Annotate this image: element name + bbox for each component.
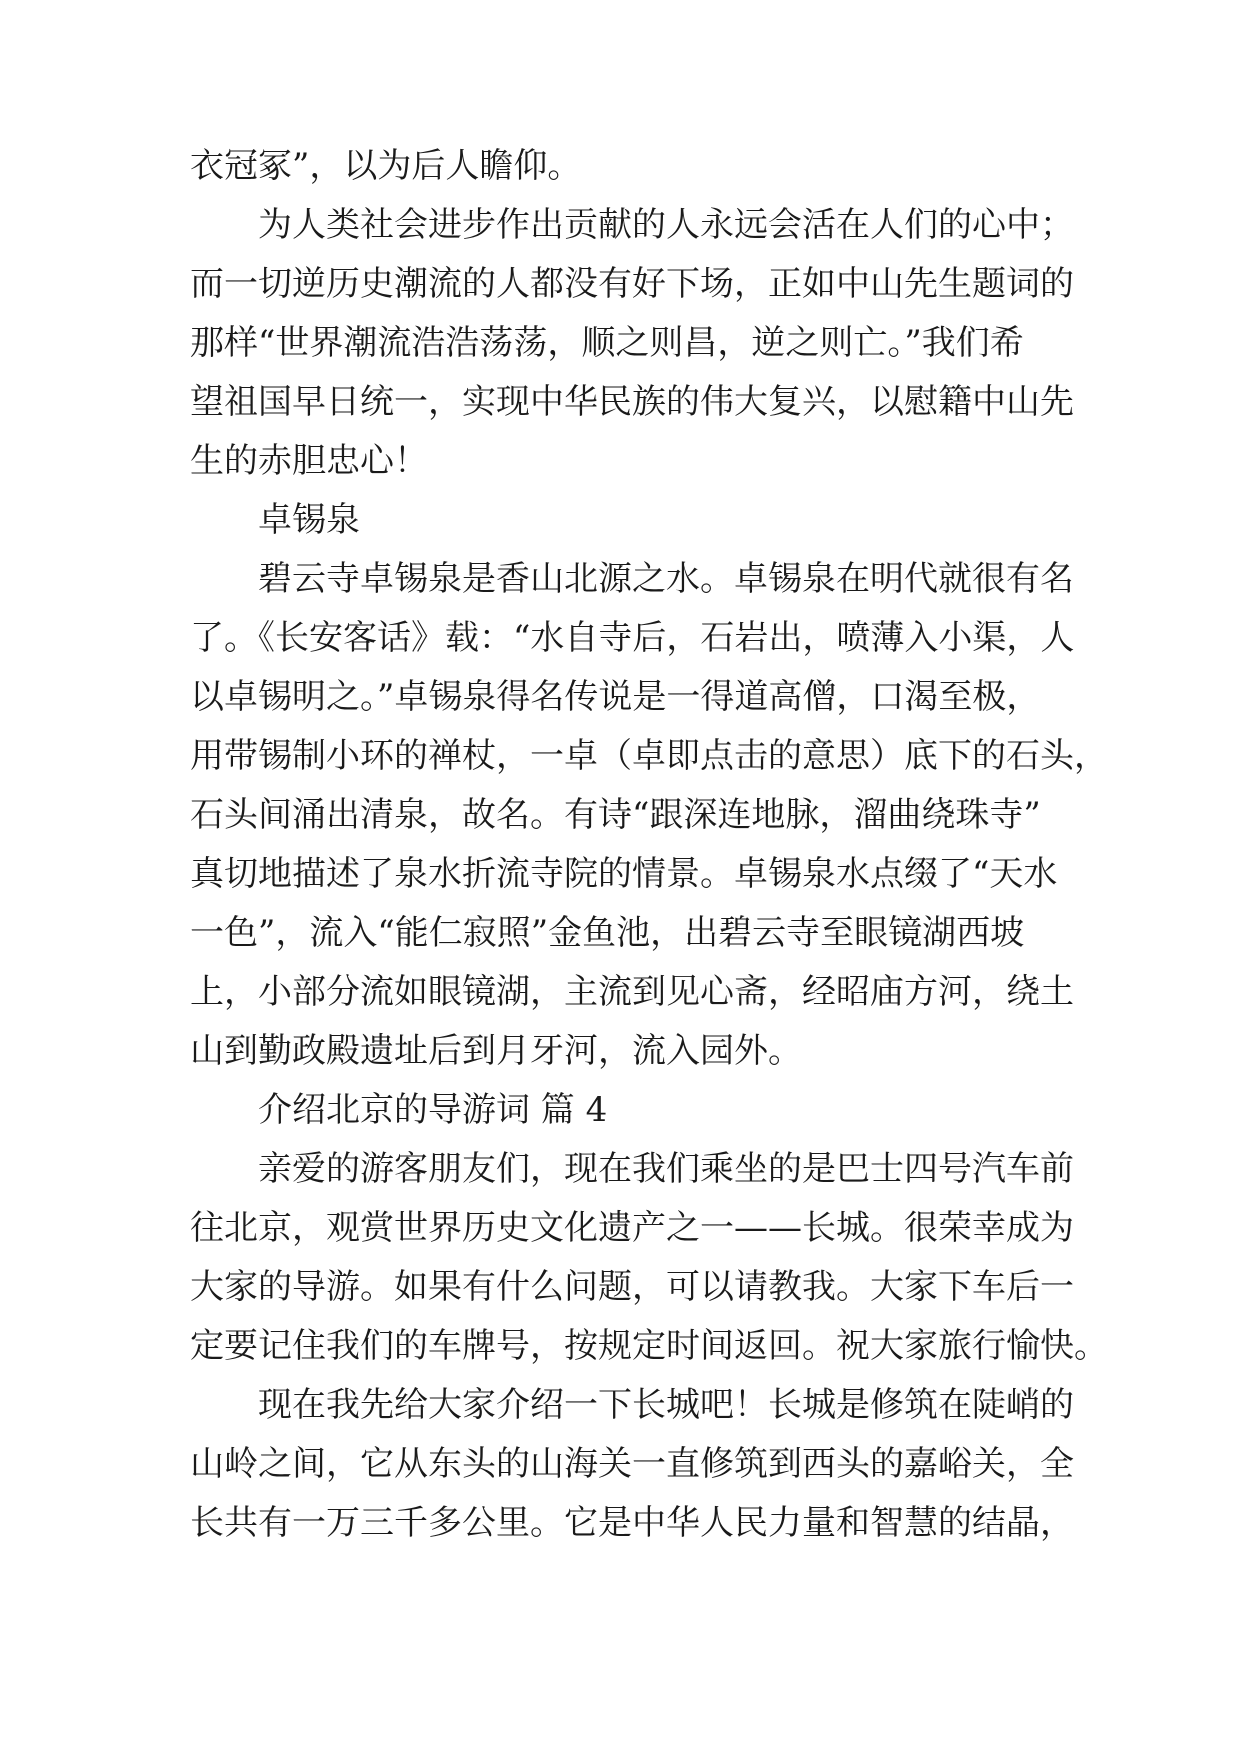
text-line: 真切地描述了泉水折流寺院的情景。卓锡泉水点缀了“天水 xyxy=(190,854,1058,894)
text-line: 而一切逆历史潮流的人都没有好下场，正如中山先生题词的 xyxy=(190,264,1074,304)
paragraph-start-line: 碧云寺卓锡泉是香山北源之水。卓锡泉在明代就很有名 xyxy=(258,559,1074,599)
text-line: 山岭之间，它从东头的山海关一直修筑到西头的嘉峪关，全 xyxy=(190,1444,1074,1484)
text-line: 衣冠冢”，以为后人瞻仰。 xyxy=(190,146,582,186)
text-line: 生的赤胆忠心！ xyxy=(190,441,428,481)
text-line: 用带锡制小环的禅杖，一卓（卓即点击的意思）底下的石头， xyxy=(190,736,1108,776)
text-line: 望祖国早日统一，实现中华民族的伟大复兴，以慰籍中山先 xyxy=(190,382,1074,422)
section-heading: 卓锡泉 xyxy=(258,500,360,540)
paragraph-start-line: 现在我先给大家介绍一下长城吧！长城是修筑在陡峭的 xyxy=(258,1385,1074,1425)
text-line: 定要记住我们的车牌号，按规定时间返回。祝大家旅行愉快。 xyxy=(190,1326,1108,1366)
text-line: 一色”，流入“能仁寂照”金鱼池，出碧云寺至眼镜湖西坡 xyxy=(190,913,1025,953)
text-line: 大家的导游。如果有什么问题，可以请教我。大家下车后一 xyxy=(190,1267,1074,1307)
text-line: 以卓锡明之。”卓锡泉得名传说是一得道高僧，口渴至极， xyxy=(190,677,1041,717)
text-line: 上，小部分流如眼镜湖，主流到见心斋，经昭庙方河，绕土 xyxy=(190,972,1074,1012)
text-line: 了。《长安客话》载：“水自寺后，石岩出，喷薄入小渠，人 xyxy=(190,618,1075,658)
text-line: 往北京，观赏世界历史文化遗产之一——长城。很荣幸成为 xyxy=(190,1208,1074,1248)
text-line: 那样“世界潮流浩浩荡荡，顺之则昌，逆之则亡。”我们希 xyxy=(190,323,1024,363)
paragraph-start-line: 为人类社会进步作出贡献的人永远会活在人们的心中； xyxy=(258,205,1074,245)
text-line: 石头间涌出清泉，故名。有诗“跟深连地脉，溜曲绕珠寺” xyxy=(190,795,1041,835)
section-heading: 介绍北京的导游词 篇 4 xyxy=(258,1090,608,1130)
text-line: 山到勤政殿遗址后到月牙河，流入园外。 xyxy=(190,1031,802,1071)
paragraph-start-line: 亲爱的游客朋友们，现在我们乘坐的是巴士四号汽车前 xyxy=(258,1149,1074,1189)
text-line: 长共有一万三千多公里。它是中华人民力量和智慧的结晶， xyxy=(190,1503,1074,1543)
